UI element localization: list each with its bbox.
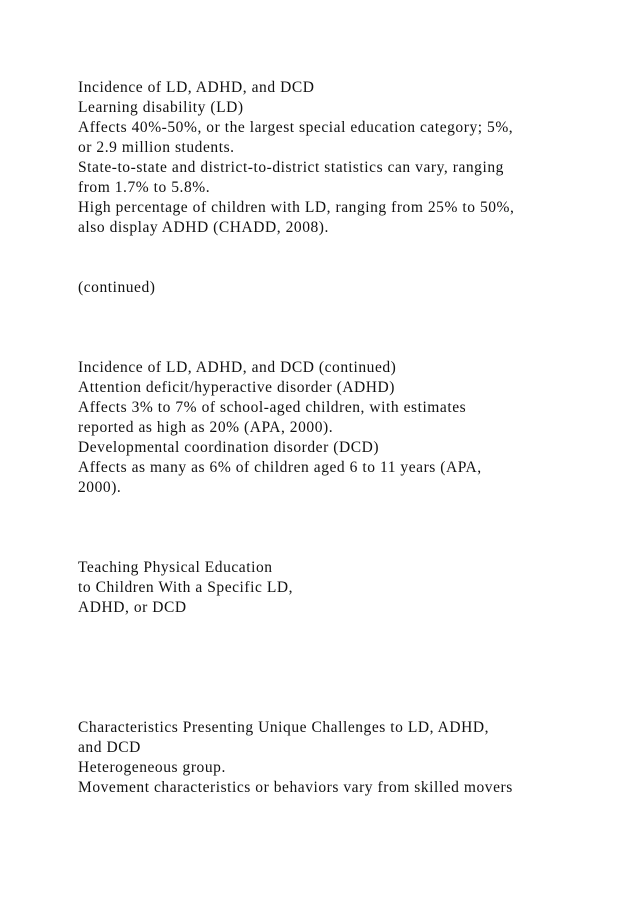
- section-1-line: or 2.9 million students.: [78, 139, 235, 156]
- section-3-title: Incidence of LD, ADHD, and DCD (continued): [78, 359, 397, 376]
- section-3-line: Attention deficit/hyperactive disorder (ADHD): [78, 379, 396, 396]
- section-5-line: Movement characteristics or behaviors vary from skilled movers: [78, 779, 513, 796]
- section-3-line: Affects 3% to 7% of school-aged children, with estimates: [78, 399, 467, 416]
- section-4-line: ADHD, or DCD: [78, 599, 187, 616]
- section-1-line: Affects 40%-50%, or the largest special education category; 5%,: [78, 119, 514, 136]
- section-3-line: Affects as many as 6% of children aged 6 to 11 years (APA,: [78, 459, 482, 476]
- section-1-line: Learning disability (LD): [78, 99, 244, 116]
- section-3-line: Developmental coordination disorder (DCD): [78, 439, 380, 456]
- section-1-line: from 1.7% to 5.8%.: [78, 179, 211, 196]
- section-1-title: Incidence of LD, ADHD, and DCD: [78, 79, 315, 96]
- section-5-line: Heterogeneous group.: [78, 759, 226, 776]
- section-1-line: also display ADHD (CHADD, 2008).: [78, 219, 329, 236]
- continued-note: (continued): [78, 279, 156, 296]
- section-3-line: 2000).: [78, 479, 122, 496]
- section-4-line: to Children With a Specific LD,: [78, 579, 294, 596]
- section-5-line: and DCD: [78, 739, 141, 756]
- section-4-title: Teaching Physical Education: [78, 559, 273, 576]
- section-1-line: High percentage of children with LD, ranging from 25% to 50%,: [78, 199, 515, 216]
- section-3-line: reported as high as 20% (APA, 2000).: [78, 419, 334, 436]
- section-5-title: Characteristics Presenting Unique Challenges to LD, ADHD,: [78, 719, 490, 736]
- section-1-line: State-to-state and district-to-district statistics can vary, ranging: [78, 159, 504, 176]
